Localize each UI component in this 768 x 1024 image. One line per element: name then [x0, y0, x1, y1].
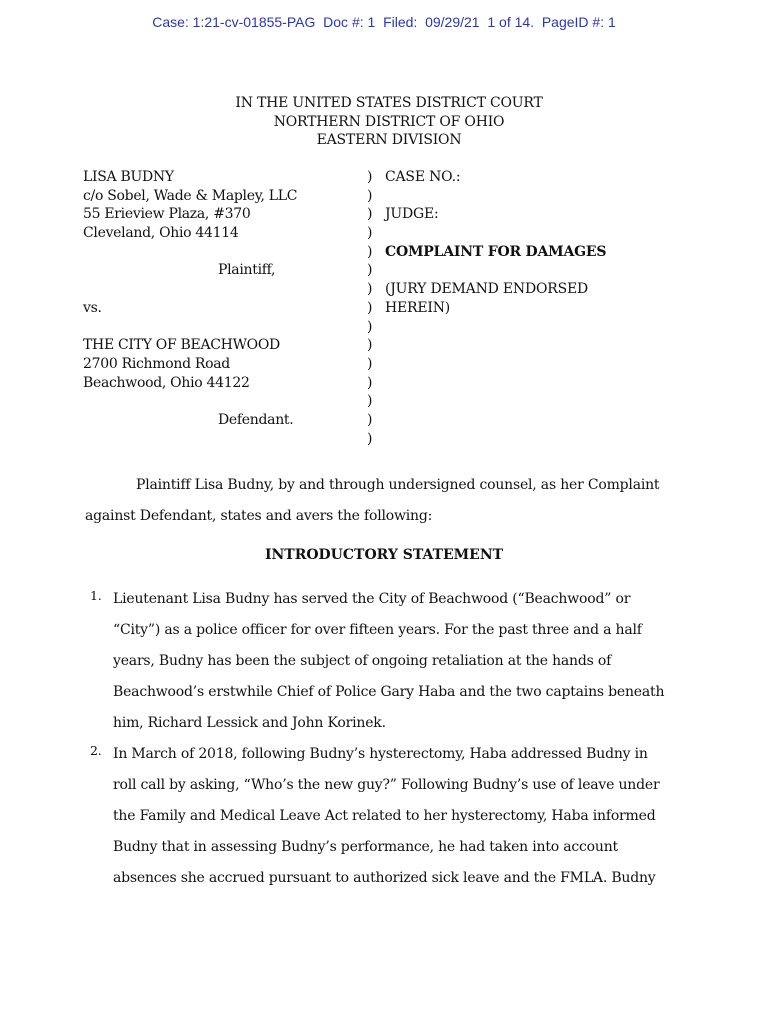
plaintiff-role: Plaintiff,: [218, 262, 276, 279]
defendant-role: Defendant.: [218, 411, 294, 428]
intro-line-2: against Defendant, states and avers the following:: [85, 508, 433, 524]
caption-paren: ): [367, 374, 373, 391]
case-number-label: CASE NO.:: [385, 169, 461, 185]
caption-paren: ): [367, 355, 373, 372]
caption-paren: ): [367, 187, 373, 204]
paragraph-line: the Family and Medical Leave Act related to her hysterectomy, Haba informed: [113, 808, 656, 824]
jury-demand-line-1: (JURY DEMAND ENDORSED: [385, 281, 589, 298]
paragraph-line: “City”) as a police officer for over fifteen years. For the past three and a half: [113, 622, 642, 638]
caption-paren: ): [367, 206, 373, 223]
court-name: IN THE UNITED STATES DISTRICT COURT: [235, 95, 543, 111]
caption-paren: ): [367, 262, 373, 279]
versus-label: vs.: [83, 299, 102, 316]
defendant-address-line-2: Beachwood, Ohio 44122: [83, 374, 250, 391]
defendant-address-line-1: 2700 Richmond Road: [83, 355, 230, 372]
paragraph-line: him, Richard Lessick and John Korinek.: [113, 715, 386, 731]
caption-divider: [367, 168, 372, 448]
judge-label: JUDGE:: [385, 206, 439, 223]
plaintiff-address-line-2: Cleveland, Ohio 44114: [83, 225, 239, 242]
numbered-paragraph: [90, 743, 690, 898]
paragraph-number: 1.: [90, 588, 102, 603]
caption-paren: ): [367, 337, 373, 354]
plaintiff-address-line-1: 55 Erieview Plaza, #370: [83, 206, 251, 223]
caption-paren: ): [367, 430, 373, 447]
plaintiff-care-of: c/o Sobel, Wade & Mapley, LLC: [83, 187, 298, 204]
document-title: COMPLAINT FOR DAMAGES: [385, 243, 607, 260]
caption-paren: ): [367, 318, 373, 335]
court-division: EASTERN DIVISION: [316, 132, 462, 149]
defendant-name: THE CITY OF BEACHWOOD: [83, 337, 280, 354]
caption-paren: ): [367, 299, 373, 316]
paragraph-line: Lieutenant Lisa Budny has served the City of Beachwood (“Beachwood” or: [113, 591, 631, 607]
paragraph-line: years, Budny has been the subject of ongoing retaliation at the hands of: [113, 653, 612, 669]
caption-paren: ): [367, 411, 373, 428]
caption-paren: ): [367, 281, 373, 298]
caption-case-info: [385, 168, 685, 318]
paragraph-line: In March of 2018, following Budny’s hysterectomy, Haba addressed Budny in: [113, 746, 648, 762]
paragraph-line: Beachwood’s erstwhile Chief of Police Gary Haba and the two captains beneath: [113, 684, 665, 700]
caption-paren: ): [367, 225, 373, 242]
caption-paren: ): [367, 169, 373, 185]
jury-demand-line-2: HEREIN): [385, 299, 451, 316]
paragraph-line: absences she accrued pursuant to authorized sick leave and the FMLA. Budny: [113, 870, 656, 886]
court-district: NORTHERN DISTRICT OF OHIO: [273, 113, 505, 130]
section-heading: INTRODUCTORY STATEMENT: [264, 547, 504, 563]
intro-line-1: Plaintiff Lisa Budny, by and through undersigned counsel, as her Complaint: [136, 477, 660, 493]
plaintiff-name: LISA BUDNY: [83, 169, 174, 185]
numbered-paragraph: [90, 588, 690, 743]
case-header-stamp: Case: 1:21-cv-01855-PAG Doc #: 1 Filed: 09/29/21 1 of 14. PageID #: 1: [152, 14, 616, 30]
court-heading: [0, 94, 768, 150]
paragraph-number: 2.: [90, 743, 102, 758]
intro-paragraph: [85, 474, 685, 536]
paragraph-line: Budny that in assessing Budny’s performance, he had taken into account: [113, 839, 618, 855]
caption-parties: [83, 168, 373, 430]
caption-paren: ): [367, 243, 373, 260]
paragraph-line: roll call by asking, “Who’s the new guy?” Following Budny’s use of leave under: [113, 777, 660, 793]
caption-paren: ): [367, 393, 373, 410]
